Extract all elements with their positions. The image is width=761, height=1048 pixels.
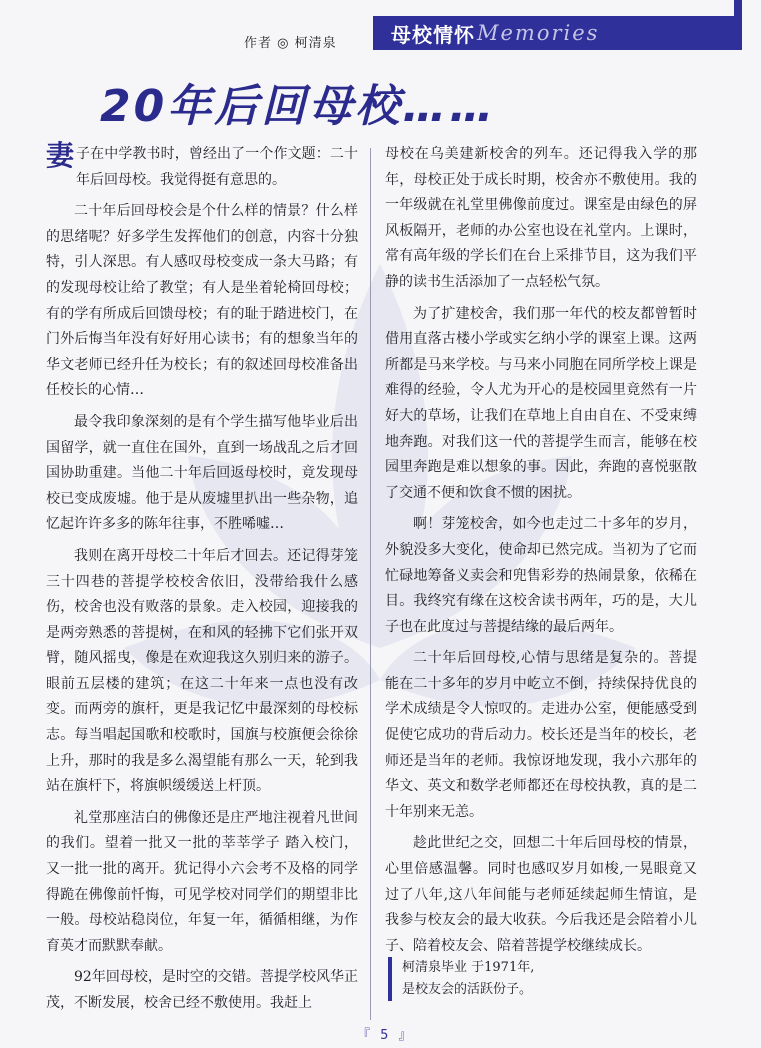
paragraph: 92年回母校，是时空的交错。菩提学校风华正茂，不断发展，校舍已经不敷使用。我赶上	[46, 969, 358, 1011]
drop-cap: 妻	[46, 139, 75, 172]
author-bio	[388, 957, 722, 1001]
author-byline: 作者 ◎ 柯清泉	[244, 36, 337, 51]
paragraph: 啊！芽笼校舍，如今也走过二十多年的岁月，外貌没多大变化，使命却已然完成。当初为了它而忙碌地筹备义卖会和兜售彩券的热闹景象，依稀在目。我终究有缘在这校舍读书两年，巧的是，大儿子也在此度过与菩提结缘的最后两年。	[385, 516, 697, 635]
paragraph: 我则在离开母校二十年后才回去。还记得芽笼三十四巷的菩提学校校舍依旧，没带给我什么感伤，校舍也没有败落的景象。走入校园，迎接我的是两旁熟悉的菩提树，在和风的轻拂下它们张开双臂，随风摇曳，像是在欢迎我这久别归来的游子。眼前五层楼的建筑；在这二十年来一点也没有改变。而两旁的旗杆，更是我记忆中最深刻的母校标志。每当唱起国歌和校歌时，国旗与校旗便会徐徐上升，那时的我是多么渴望能有那么一天，轮到我站在旗杆下，将旗帜缓缓送上杆顶。	[46, 547, 358, 795]
paragraph: 为了扩建校舍，我们那一年代的校友都曾暂时借用直落古楼小学或实乞纳小学的课室上课。这两所都是马来学校。与马来小同胞在同所学校上课是难得的经验，令人尤为开心的是校园里竟然有一片好大的草场，让我们在草地上自由自在、不受束缚地奔跑。对我们这一代的菩提学生而言，能够在校园里奔跑是难以想象的事。因此，奔跑的喜悦驱散了交通不便和饮食不惯的困扰。	[385, 305, 697, 501]
paragraph: 最令我印象深刻的是有个学生描写他毕业后出国留学，就一直住在国外，直到一场战乱之后才回国协助重建。当他二十年后回返母校时，竟发现母校已变成废墟。他于是从废墟里扒出一些杂物，追忆起许许多多的陈年往事，不胜唏嘘…	[46, 413, 358, 533]
paragraph: 母校在乌美建新校舍的列车。还记得我入学的那年，母校正处于成长时期，校舍亦不敷使用。我的一年级就在礼堂里佛像前度过。课室是由绿色的屏风板隔开，老师的办公室也设在礼堂内。上课时，常有高年级的学长们在台上采排节目，这为我们平静的读书生活添加了一点轻松气氛。	[385, 146, 697, 290]
article-title: 20年后回母校……	[100, 81, 497, 132]
right-column	[385, 142, 697, 959]
page-number: 『 5 』	[357, 1028, 415, 1043]
left-column	[46, 139, 358, 1017]
paragraph: 礼堂那座洁白的佛像还是庄严地注视着凡世间的我们。望着一批又一批的莘莘学子 踏入校门，又一批一批的离开。犹记得小六会考不及格的同学得跪在佛像前忏悔，可见学校对同学们的期望非比一般。母校站稳岗位，年复一年，循循相继，为作育英才而默默奉献。	[46, 809, 358, 954]
paragraph	[46, 139, 358, 193]
bio-line: 是校友会的活跃份子。	[402, 982, 533, 997]
paragraph: 二十年后回母校,心情与思绪是复杂的。菩提能在二十多年的岁月中屹立不倒，持续保持优良的学术成绩是令人惊叹的。走进办公室，便能感受到促使它成功的背后动力。校长还是当年的校长，老师还是当年的老师。我惊讶地发现，我小六那年的华文、英文和数学老师都还在母校执教，真的是二十年别来无恙。	[385, 650, 697, 820]
paragraph: 趁此世纪之交，回想二十年后回母校的情景，心里倍感温馨。同时也感叹岁月如梭,一晃眼竟又过了八年,这八年间能与老师延续起师生情谊，是我参与校友会的最大收获。今后我还是会陪着小儿子、陪着校友会、陪着菩提学校继续成长。	[385, 835, 697, 954]
column-divider	[370, 148, 371, 1020]
section-header	[373, 16, 734, 50]
bio-line: 柯清泉毕业 于1971年,	[402, 960, 535, 975]
paragraph: 二十年后回母校会是个什么样的情景？什么样的思绪呢？好多学生发挥他们的创意，内容十分独特，引人深思。有人感叹母校变成一条大马路；有的发现母校让给了教堂；有人是坐着轮椅回母校；有的学有所成后回馈母校；有的耻于踏进校门，在门外后悔当年没有好好用心读书；有的想象当年的华文老师已经升任为校长；有的叙述回母校准备出任校长的心情…	[46, 203, 358, 399]
paragraph-text: 子在中学教书时，曾经出了一个作文题：二十年后回母校。我觉得挺有意思的。	[76, 146, 358, 188]
section-title-en: Memories	[477, 21, 600, 45]
corner-accent-bar	[734, 0, 742, 50]
section-title-cn: 母校情怀	[391, 22, 475, 47]
